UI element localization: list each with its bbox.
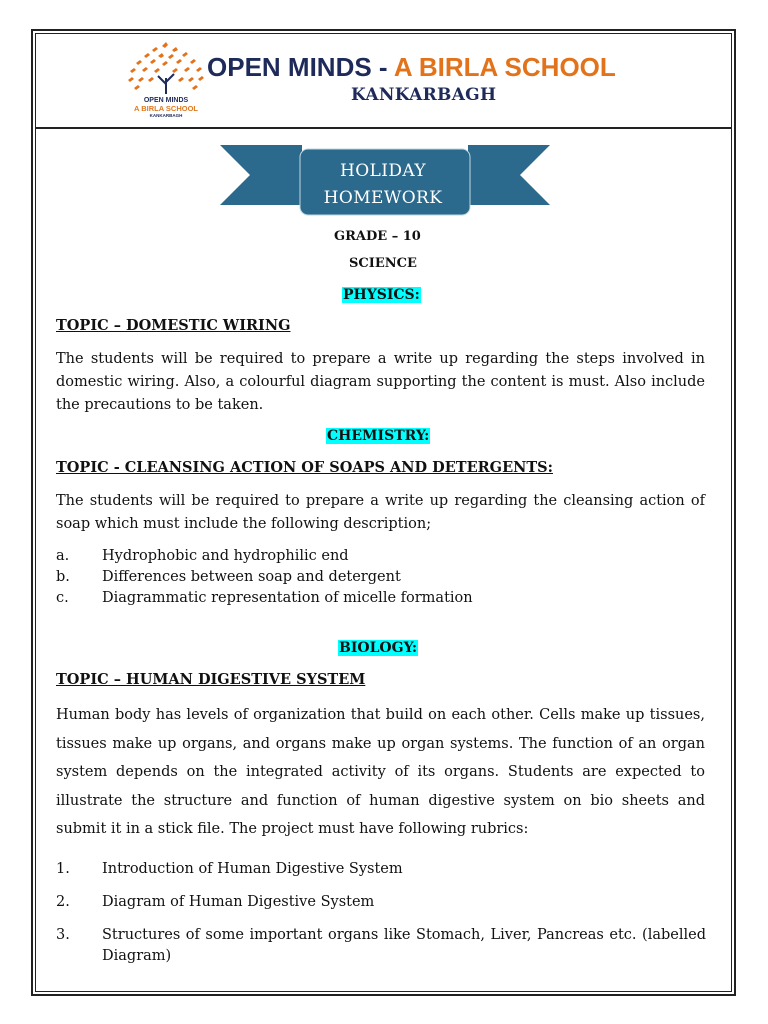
logo-text-line2: A BIRLA SCHOOL: [133, 104, 199, 113]
banner-title: [300, 158, 466, 212]
list-marker: 2.: [56, 894, 70, 910]
subject-label: SCIENCE: [349, 256, 417, 271]
biology-text: Human body has levels of organization that build on each other. Cells make up tissues, tissues make up organs, and organs make up organ systems. The function of an organ system depends on the integrated activity of its organs. Students are expected to illustrate the structure and function of human digestive system on bio sheets and submit it in a stick file. The project must have following rubrics:: [56, 707, 705, 837]
logo-text-line1: OPEN MINDS: [143, 97, 189, 104]
grade-label: GRADE – 10: [334, 229, 421, 244]
birds-tree-logo-icon: [120, 40, 212, 96]
chemistry-text: The students will be required to prepare a write up regarding the cleansing action of soap which must include the following description;: [56, 493, 705, 532]
chemistry-heading: [326, 428, 430, 444]
school-logo: [120, 40, 212, 120]
physics-heading-text: PHYSICS:: [343, 287, 420, 303]
school-subtitle: KANKARBAGH: [351, 85, 497, 105]
physics-topic: TOPIC – DOMESTIC WIRING: [56, 317, 291, 334]
list-text: Differences between soap and detergent: [102, 569, 401, 585]
list-text: Introduction of Human Digestive System: [102, 861, 403, 877]
chemistry-heading-text: CHEMISTRY:: [327, 428, 430, 444]
list-text: Structures of some important organs like Stomach, Liver, Pancreas etc. (labelled Diagram): [102, 927, 706, 964]
physics-heading: [342, 287, 421, 303]
school-title-part2: A BIRLA SCHOOL: [393, 52, 616, 82]
list-marker: 3.: [56, 927, 70, 943]
list-text: Diagrammatic representation of micelle formation: [102, 590, 473, 606]
school-title-part1: OPEN MINDS -: [207, 52, 394, 82]
list-text: Hydrophobic and hydrophilic end: [102, 548, 349, 564]
biology-heading: [338, 640, 418, 656]
banner-line1: HOLIDAY: [339, 161, 426, 181]
list-marker: a.: [56, 548, 70, 564]
list-marker: c.: [56, 590, 69, 606]
physics-text: The students will be required to prepare a write up regarding the steps involved in domestic wiring. Also, a colourful diagram supporting the content is must. Also include the precautions to be taken.: [56, 351, 705, 413]
list-marker: b.: [56, 569, 70, 585]
chemistry-topic: TOPIC - CLEANSING ACTION OF SOAPS AND DETERGENTS:: [56, 459, 553, 476]
school-title: [207, 52, 667, 82]
banner-line2: HOMEWORK: [323, 188, 443, 208]
list-text: Diagram of Human Digestive System: [102, 894, 375, 910]
list-marker: 1.: [56, 861, 70, 877]
biology-heading-text: BIOLOGY:: [339, 640, 418, 656]
logo-text-line3: KANKARBAGH: [149, 113, 183, 118]
biology-topic: TOPIC – HUMAN DIGESTIVE SYSTEM: [56, 671, 366, 688]
header-divider: [35, 127, 732, 129]
